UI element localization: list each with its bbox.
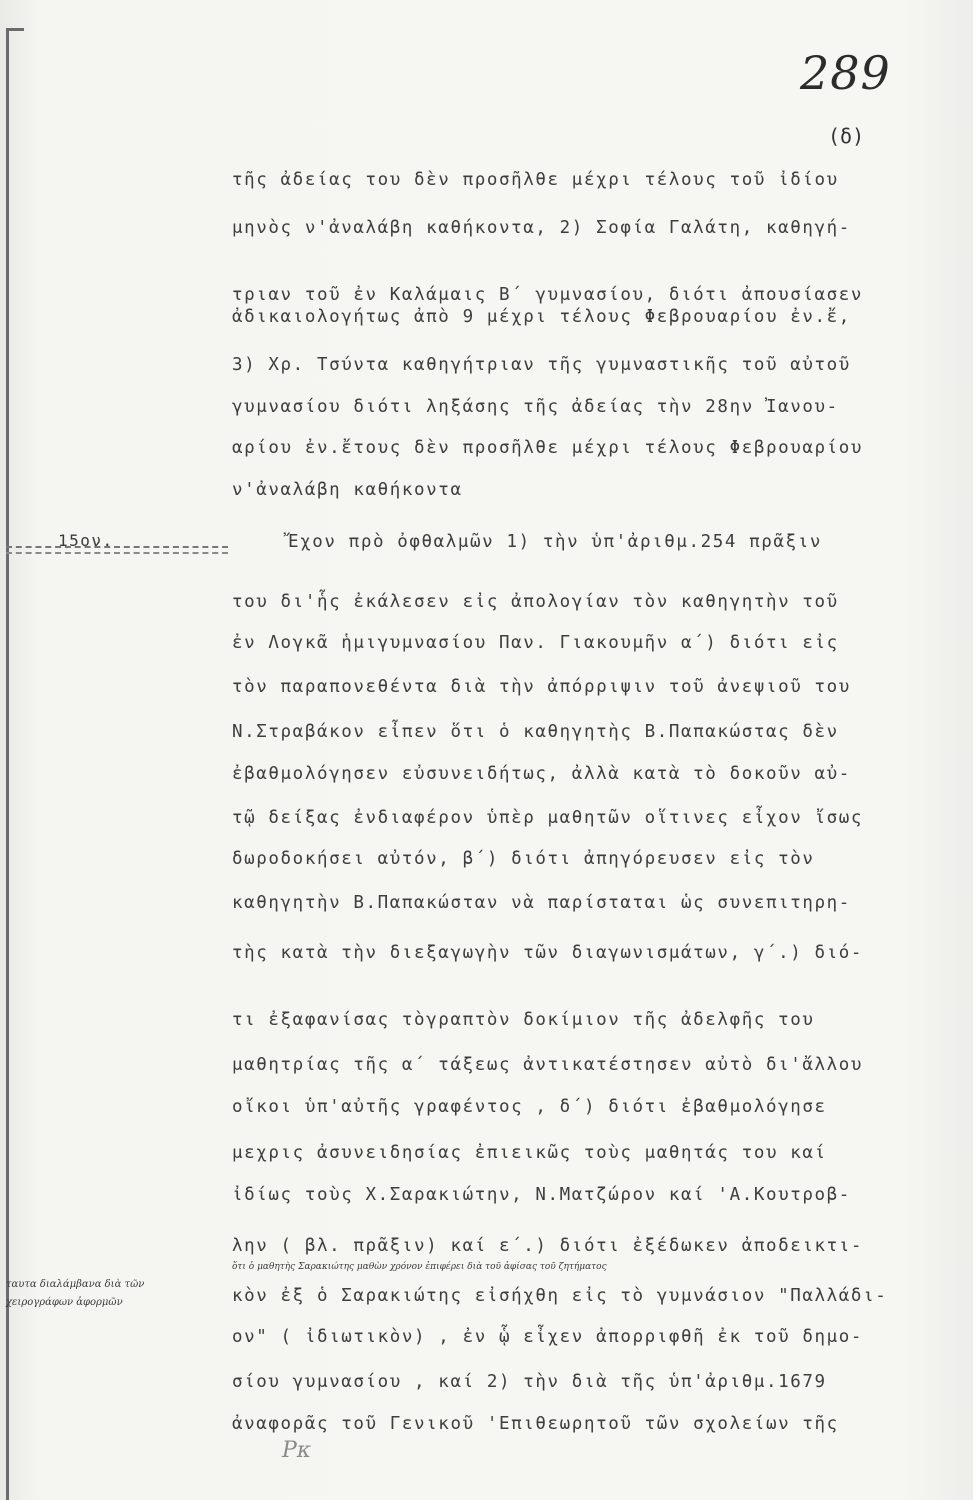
text-line: τι ἐξαφανίσας τὸγραπτὸν δοκίμιον τῆς ἀδελφῆς του: [232, 1010, 815, 1030]
text-line: 3) Χρ. Τσύντα καθηγήτριαν τῆς γυμναστικῆς τοῦ αὐτοῦ: [232, 355, 851, 375]
margin-rule-second: [6, 552, 228, 554]
text-line: σίου γυμνασίου , καί 2) τὴν διὰ τῆς ὑπ'ἀριθμ.1679: [232, 1372, 827, 1392]
text-line: ἀναφορᾶς τοῦ Γενικοῦ 'Επιθεωρητοῦ τῶν σχολείων τῆς: [232, 1414, 839, 1434]
text-line: γυμνασίου διότι ληξάσης τῆς ἀδείας τὴν 28ην Ἰανου-: [232, 397, 839, 417]
text-line: τὴς κατὰ τὴν διεξαγωγὴν τῶν διαγωνισμάτων, γ΄.) διό-: [232, 943, 864, 963]
text-line: ἰδίως τοὺς Χ.Σαρακιώτην, Ν.Ματζώρον καί 'Α.Κουτροβ-: [232, 1185, 851, 1205]
text-line: ἀδικαιολογήτως ἀπὸ 9 μέχρι τέλους Φεβρουαρίου ἐν.ἔ,: [232, 307, 851, 327]
text-line: κὸν ἐξ ὁ Σαρακιώτης εἰσήχθη εἰς τὸ γυμνάσιον "Παλλάδι-: [232, 1286, 888, 1306]
page-number: 289: [800, 46, 891, 100]
text-line: Ν.Στραβάκον εἶπεν ὅτι ὁ καθηγητὴς Β.Παπακώστας δὲν: [232, 722, 839, 742]
text-line: του δι'ἧς ἐκάλεσεν εἰς ἀπολογίαν τὸν καθηγητὴν τοῦ: [232, 592, 839, 612]
margin-rule: [6, 546, 228, 548]
margin-date: 15ον.: [58, 531, 114, 550]
text-line: τὸν παραπονεθέντα διὰ τὴν ἀπόρριψιν τοῦ ἀνεψιοῦ του: [232, 677, 851, 697]
text-line: ον" ( ἰδιωτικὸν) , ἐν ᾧ εἶχεν ἀπορριφθῆ ἐκ τοῦ δημο-: [232, 1327, 864, 1347]
margin-note-line: ταυτα διαλάμβανα διὰ τῶν: [6, 1279, 145, 1290]
text-line: λην ( βλ. πρᾶξιν) καί ε΄.) διότι ἐξέδωκεν ἀποδεικτι-: [232, 1236, 864, 1256]
text-line: τῷ δείξας ἐνδιαφέρον ὑπὲρ μαθητῶν οἵτινες εἶχον ἴσως: [232, 808, 864, 828]
text-line: καθηγητὴν Β.Παπακώσταν νὰ παρίσταται ὡς συνεπιτηρη-: [232, 893, 851, 913]
text-line: μεχρις ἀσυνειδησίας ἐπιεικῶς τοὺς μαθητάς του καί: [232, 1143, 827, 1163]
binder-tick: [6, 28, 24, 31]
handwritten-initials: Ρκ: [282, 1438, 312, 1463]
text-line: ν'ἀναλάβη καθήκοντα: [232, 480, 463, 500]
handwritten-margin-note: [6, 1276, 236, 1312]
text-line: Ἔχον πρὸ ὀφθαλμῶν 1) τὴν ὑπ'ἀριθμ.254 πρᾶξιν: [288, 532, 822, 552]
text-line: ἐν Λογκᾶ ἡμιγυμνασίου Παν. Γιακουμῆν α΄) διότι εἰς: [232, 633, 839, 653]
text-line: δωροδοκήσει αὐτόν, β΄) διότι ἀπηγόρευσεν εἰς τὸν: [232, 849, 815, 869]
sheet-mark: (δ): [828, 124, 865, 148]
margin-note-line: χειρογράφων ἀφορμῶν: [6, 1297, 123, 1308]
text-line: τριαν τοῦ ἐν Καλάμαις Β΄ γυμνασίου, διότι ἀπουσίασεν: [232, 285, 864, 305]
text-line: αρίου ἐν.ἔτους δὲν προσῆλθε μέχρι τέλους Φεβρουαρίου: [232, 438, 864, 458]
text-line: τῆς ἀδείας του δὲν προσῆλθε μέχρι τέλους τοῦ ἰδίου: [232, 170, 839, 190]
handwritten-inline-note: ὅτι ὁ μαθητὴς Σαρακιώτης μαθὼν χρόνον ἐπιφέρει διὰ τοῦ ἀφίσας τοῦ ζητήματος: [232, 1262, 607, 1272]
text-line: ἐβαθμολόγησεν εὐσυνειδήτως, ἀλλὰ κατὰ τὸ δοκοῦν αὐ-: [232, 764, 851, 784]
text-line: μηνὸς ν'ἀναλάβη καθήκοντα, 2) Σοφία Γαλάτη, καθηγή-: [232, 218, 851, 238]
text-line: οἴκοι ὑπ'αὐτῆς γραφέντος , δ΄) διότι ἐβαθμολόγησε: [232, 1097, 827, 1117]
text-line: μαθητρίας τῆς α΄ τάξεως ἀντικατέστησεν αὐτὸ δι'ἄλλου: [232, 1055, 864, 1075]
